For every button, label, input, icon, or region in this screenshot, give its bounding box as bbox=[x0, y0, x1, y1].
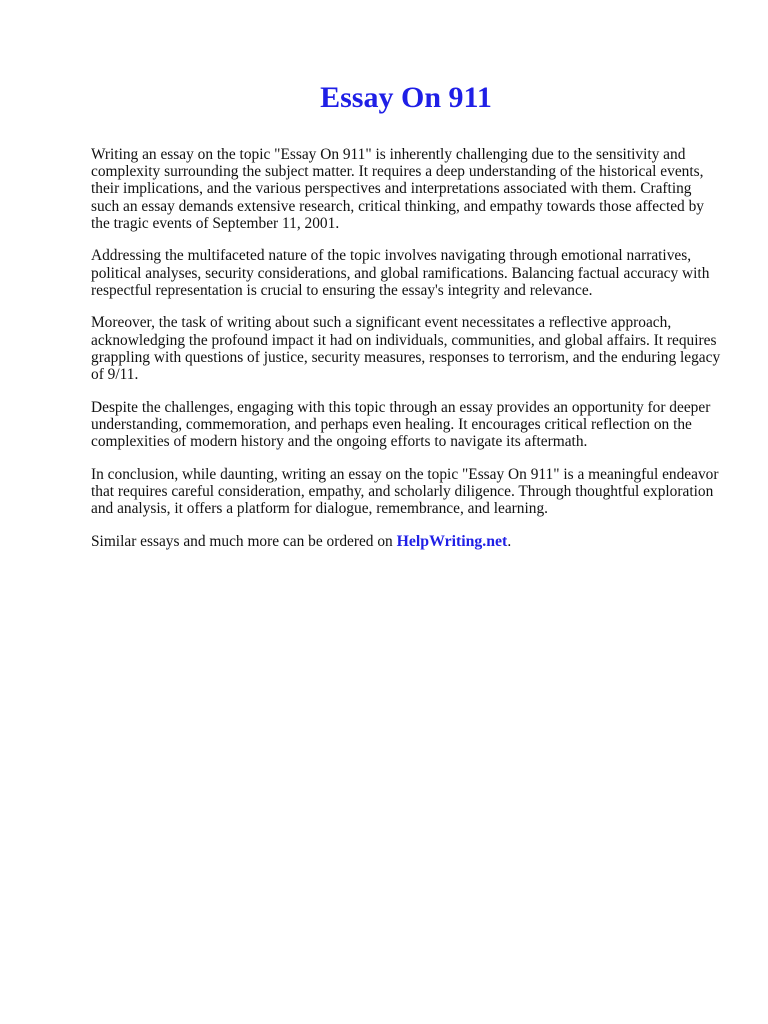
footer-suffix: . bbox=[507, 532, 512, 550]
footer-text: Similar essays and much more can be ordered on bbox=[91, 532, 397, 550]
page-title: Essay On 911 bbox=[320, 81, 492, 114]
paragraph-4: Despite the challenges, engaging with this topic through an essay provides an opportunity for deeper understanding, commemoration, and perhaps even healing. It encourages critical reflection on the complexities of modern history and the ongoing efforts to navigate its aftermath. bbox=[91, 398, 711, 451]
paragraph-2: Addressing the multifaceted nature of the topic involves navigating through emotional narratives, political analyses, security considerations, and global ramifications. Balancing factual accuracy with respectful representation is crucial to ensuring the essay's integrity and relevance. bbox=[91, 247, 710, 299]
footer-line bbox=[91, 533, 721, 550]
paragraph-3: Moreover, the task of writing about such a significant event necessitates a reflective approach, acknowledging the profound impact it had on individuals, communities, and global affairs. It requires grappling with questions of justice, security measures, responses to terrorism, and the enduring legacy of 9/11. bbox=[91, 314, 721, 384]
helpwriting-link[interactable]: HelpWriting.net bbox=[396, 532, 508, 550]
paragraph-1: Writing an essay on the topic "Essay On 911" is inherently challenging due to the sensitivity and complexity surrounding the subject matter. It requires a deep understanding of the historical events, their implications, and the various perspectives and interpretations associated with them. Crafting such an essay demands extensive research, critical thinking, and empathy towards those affected by the tragic events of September 11, 2001. bbox=[91, 146, 704, 232]
essay-body bbox=[91, 146, 721, 565]
paragraph-5: In conclusion, while daunting, writing an essay on the topic "Essay On 911" is a meaningful endeavor that requires careful consideration, empathy, and scholarly diligence. Through thoughtful exploration and analysis, it offers a platform for dialogue, remembrance, and learning. bbox=[91, 465, 719, 518]
